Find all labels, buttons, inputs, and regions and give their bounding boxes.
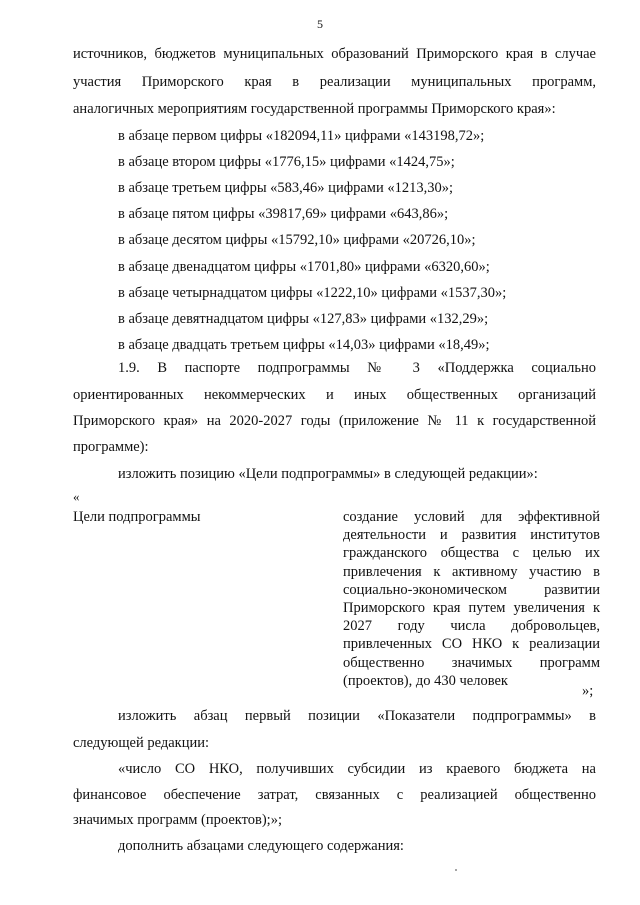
page-number: 5 [317, 17, 323, 31]
table-value-line: создание условий для эффективной [343, 509, 600, 525]
scan-speck [455, 869, 457, 871]
replacement-3: в абзаце третьем цифры «583,46» цифрами «1213,30»; [118, 180, 454, 196]
section-1-9-line-3: Приморского края» на 2020-2027 годы (приложение № 11 к государственной [73, 413, 596, 429]
replacement-8: в абзаце девятнадцатом цифры «127,83» цифрами «132,29»; [118, 311, 489, 327]
instruction-goals: изложить позицию «Цели подпрограммы» в следующей редакции»: [118, 466, 538, 482]
section-1-9-line-2: ориентированных некоммерческих и иных общественных организаций [73, 387, 596, 403]
table-value-line: Приморского края путем увеличения к [343, 599, 600, 616]
replacement-9: в абзаце двадцать третьем цифры «14,03» цифрами «18,49»; [118, 337, 490, 353]
replacement-6: в абзаце двенадцатом цифры «1701,80» цифрами «6320,60»; [118, 259, 490, 275]
instruction-indicators-line-1: изложить абзац первый позиции «Показатели подпрограммы» в [118, 708, 596, 724]
replacement-5: в абзаце десятом цифры «15792,10» цифрами «20726,10»; [118, 232, 476, 248]
quote-open-mark: « [73, 489, 80, 504]
section-1-9-line-1: 1.9. В паспорте подпрограммы № 3 «Поддержка социально [118, 360, 596, 376]
replacement-2: в абзаце втором цифры «1776,15» цифрами «1424,75»; [118, 154, 455, 170]
table-value-line: общественно значимых программ [343, 654, 600, 671]
table-label: Цели подпрограммы [73, 509, 201, 525]
table-value-line: привлеченных СО НКО к реализации [343, 636, 600, 653]
section-1-9-line-4: программе): [73, 439, 149, 455]
table-value-line: гражданского общества с целью их [343, 545, 600, 562]
table-value-line: привлечения к активному участию в [343, 563, 600, 580]
quoted-indicator-line-2: финансовое обеспечение затрат, связанных с реализацией общественно [73, 787, 596, 803]
quoted-indicator-line-1: «число СО НКО, получивших субсидии из краевого бюджета на [118, 761, 596, 777]
intro-line-2: участия Приморского края в реализации муниципальных программ, [73, 74, 596, 90]
table-value-line: деятельности и развития институтов [343, 527, 600, 544]
intro-line-1: источников, бюджетов муниципальных образований Приморского края в случае [73, 46, 596, 62]
table-value-line: (проектов), до 430 человек [343, 672, 508, 689]
intro-line-3: аналогичных мероприятиям государственной программы Приморского края»: [73, 101, 556, 117]
quoted-indicator-line-3: значимых программ (проектов);»; [73, 812, 282, 828]
replacement-7: в абзаце четырнадцатом цифры «1222,10» цифрами «1537,30»; [118, 285, 507, 301]
replacement-4: в абзаце пятом цифры «39817,69» цифрами «643,86»; [118, 206, 449, 222]
table-value-line: 2027 году числа добровольцев, [343, 618, 600, 635]
quote-close-mark: »; [582, 683, 594, 699]
instruction-indicators-line-2: следующей редакции: [73, 735, 210, 751]
replacement-1: в абзаце первом цифры «182094,11» цифрами «143198,72»; [118, 128, 485, 144]
instruction-add: дополнить абзацами следующего содержания: [118, 838, 404, 854]
table-value-line: социально-экономическом развитии [343, 581, 600, 598]
table-value [343, 508, 600, 690]
